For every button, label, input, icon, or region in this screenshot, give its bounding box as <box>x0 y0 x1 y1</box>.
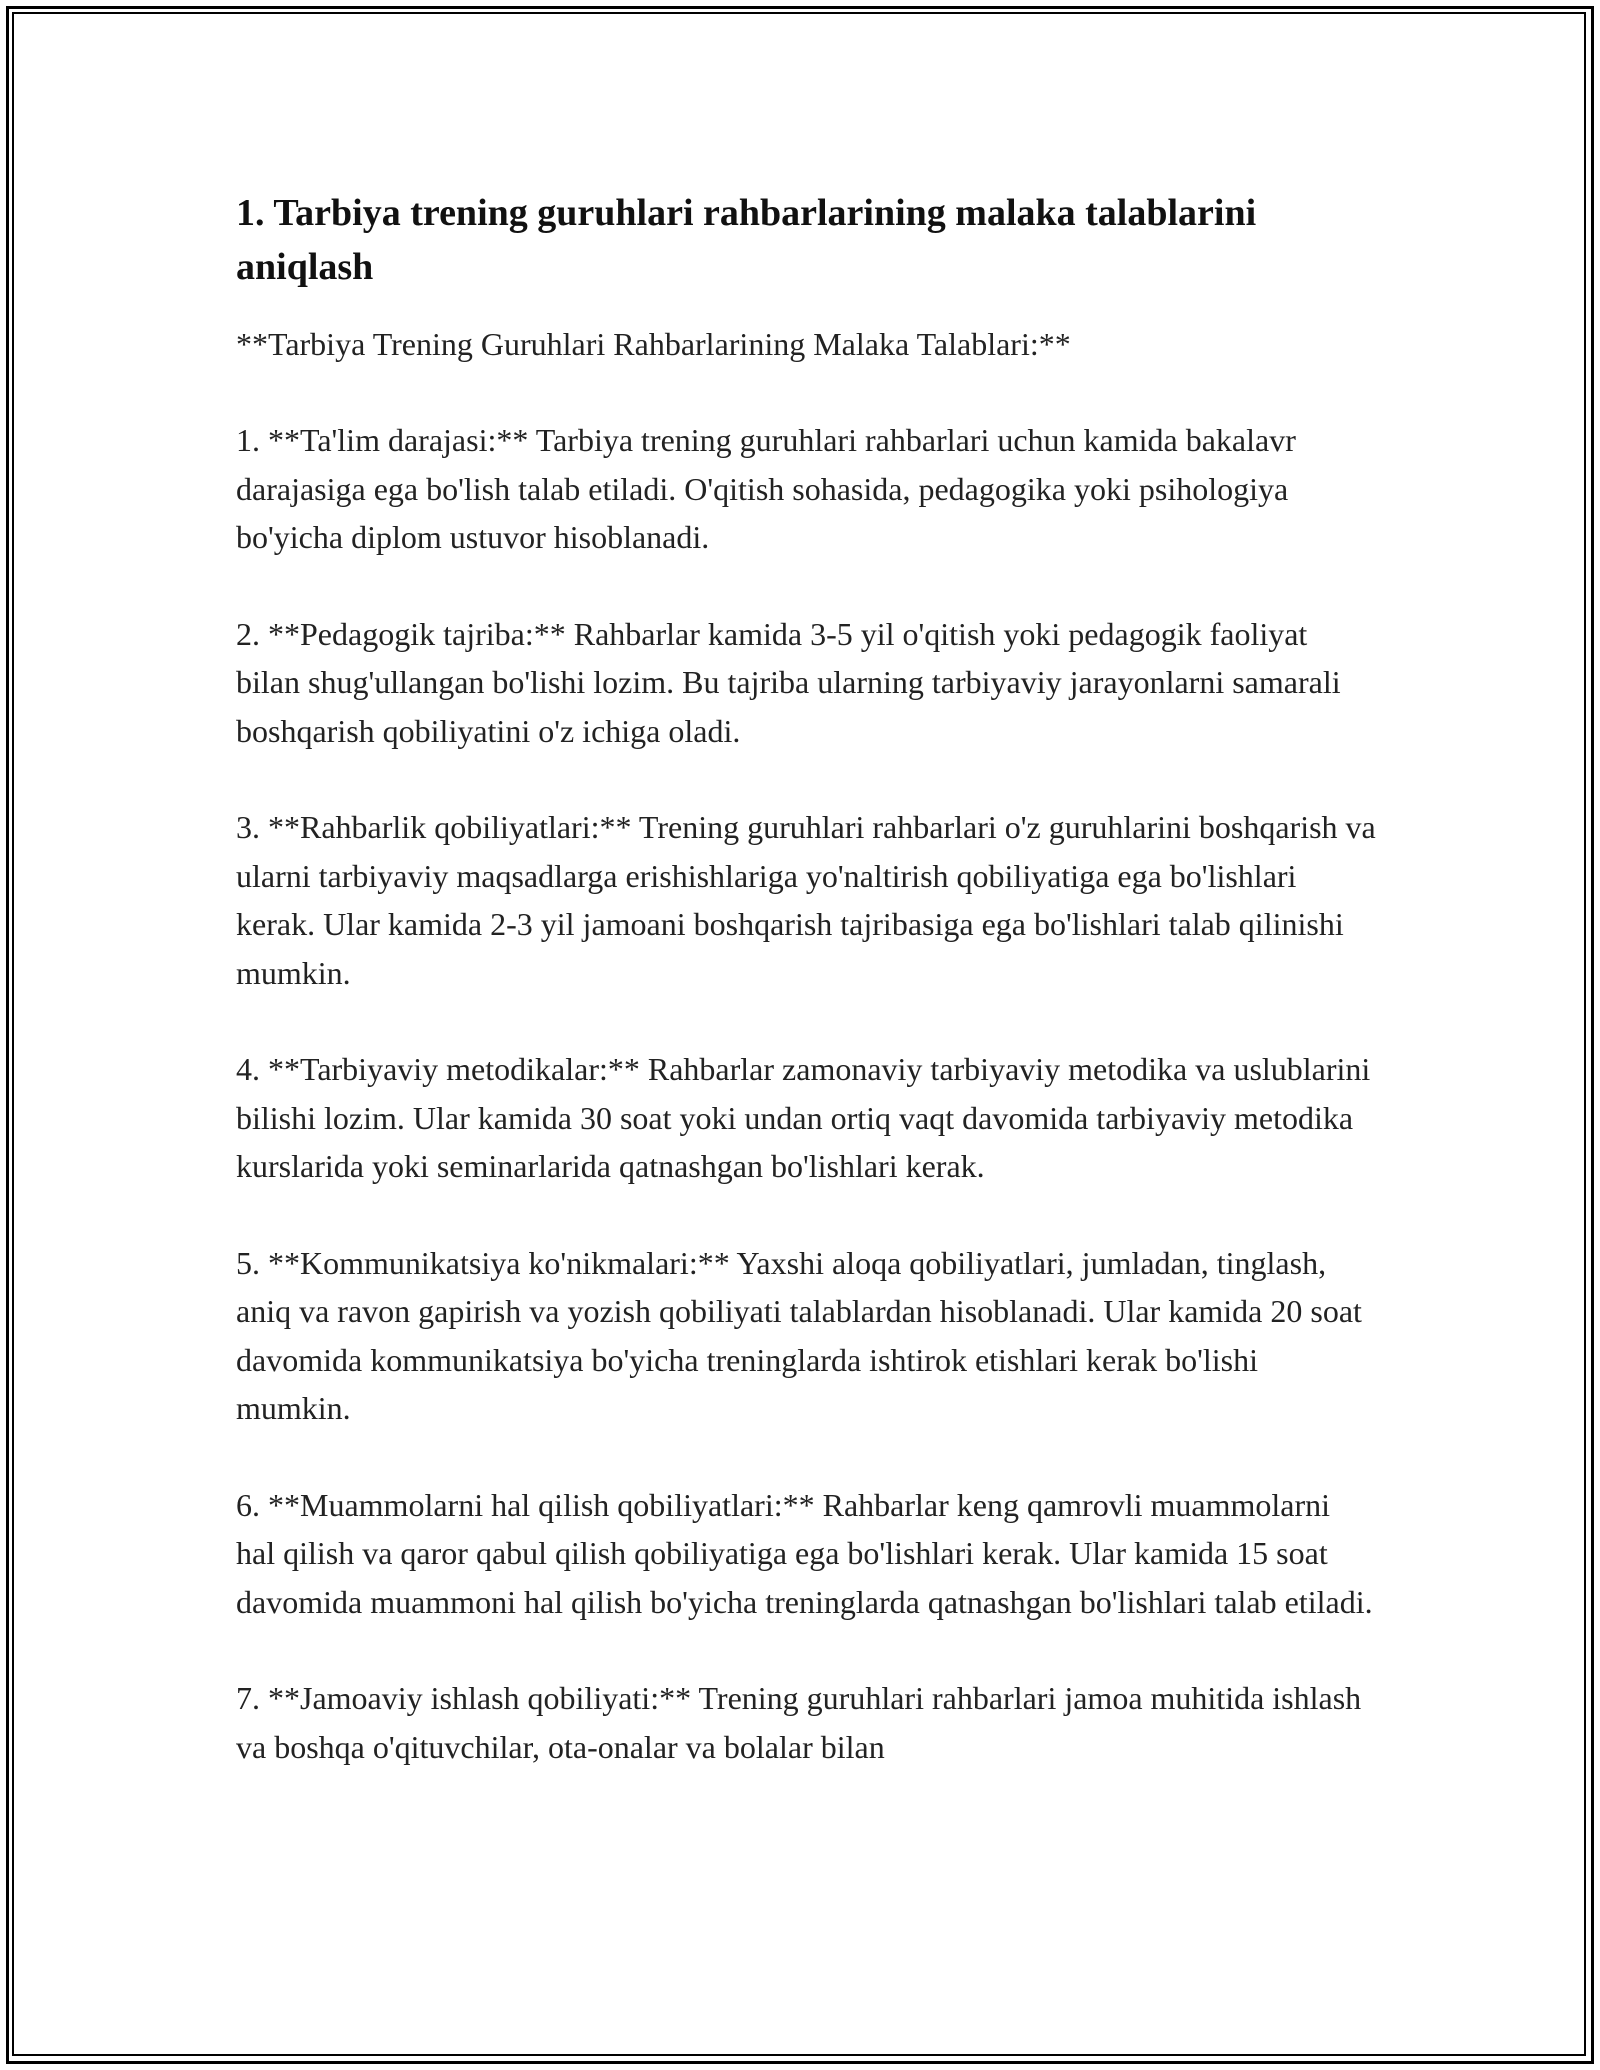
requirement-item-6: 6. **Muammolarni hal qilish qobiliyatlari:** Rahbarlar keng qamrovli muammolarni hal qilish va qaror qabul qilish qobiliyatiga ega bo'lishlari kerak. Ular kamida 15 soat davomida muammoni hal qilish bo'yicha treninglarda qatnashgan bo'lishlari talab etiladi. <box>236 1486 1373 1620</box>
requirement-item-2: 2. **Pedagogik tajriba:** Rahbarlar kamida 3-5 yil o'qitish yoki pedagogik faoliyat bilan shug'ullangan bo'lishi lozim. Bu tajriba ularning tarbiyaviy jarayonlarni samarali boshqarish qobiliyatini o'z ichiga oladi. <box>236 615 1341 749</box>
requirement-item-7: 7. **Jamoaviy ishlash qobiliyati:** Trening guruhlari rahbarlari jamoa muhitida ishlash va boshqa o'qituvchilar, ota-onalar va bolalar bilan <box>236 1680 1362 1765</box>
document-body <box>236 186 1376 1771</box>
requirement-item-5: 5. **Kommunikatsiya ko'nikmalari:** Yaxshi aloqa qobiliyatlari, jumladan, tinglash, aniq va ravon gapirish va yozish qobiliyati talablardan hisoblanadi. Ular kamida 20 soat davomida kommunikatsiya bo'yicha treninglarda ishtirok etishlari kerak bo'lishi mumkin. <box>236 1244 1362 1426</box>
requirement-item-1: 1. **Ta'lim darajasi:** Tarbiya trening guruhlari rahbarlari uchun kamida bakalavr darajasiga ega bo'lish talab etiladi. O'qitish sohasida, pedagogika yoki psihologiya bo'yicha diplom ustuvor hisoblanadi. <box>236 422 1296 555</box>
requirement-item-4: 4. **Tarbiyaviy metodikalar:** Rahbarlar zamonaviy tarbiyaviy metodika va uslublarini bilishi lozim. Ular kamida 30 soat yoki undan ortiq vaqt davomida tarbiyaviy metodika kurslarida yoki seminarlarida qatnashgan bo'lishlari kerak. <box>236 1051 1371 1184</box>
document-subtitle: **Tarbiya Trening Guruhlari Rahbarlarining Malaka Talablari:** <box>236 326 1071 362</box>
requirement-item-3: 3. **Rahbarlik qobiliyatlari:** Trening guruhlari rahbarlari o'z guruhlarini boshqarish va ularni tarbiyaviy maqsadlarga erishishlariga yo'naltirish qobiliyatiga ega bo'lishlari kerak. Ular kamida 2-3 yil jamoani boshqarish tajribasiga ega bo'lishlari talab qilinishi mumkin. <box>236 809 1376 991</box>
document-title: 1. Tarbiya trening guruhlari rahbarlarining malaka talablarini aniqlash <box>236 192 1257 288</box>
